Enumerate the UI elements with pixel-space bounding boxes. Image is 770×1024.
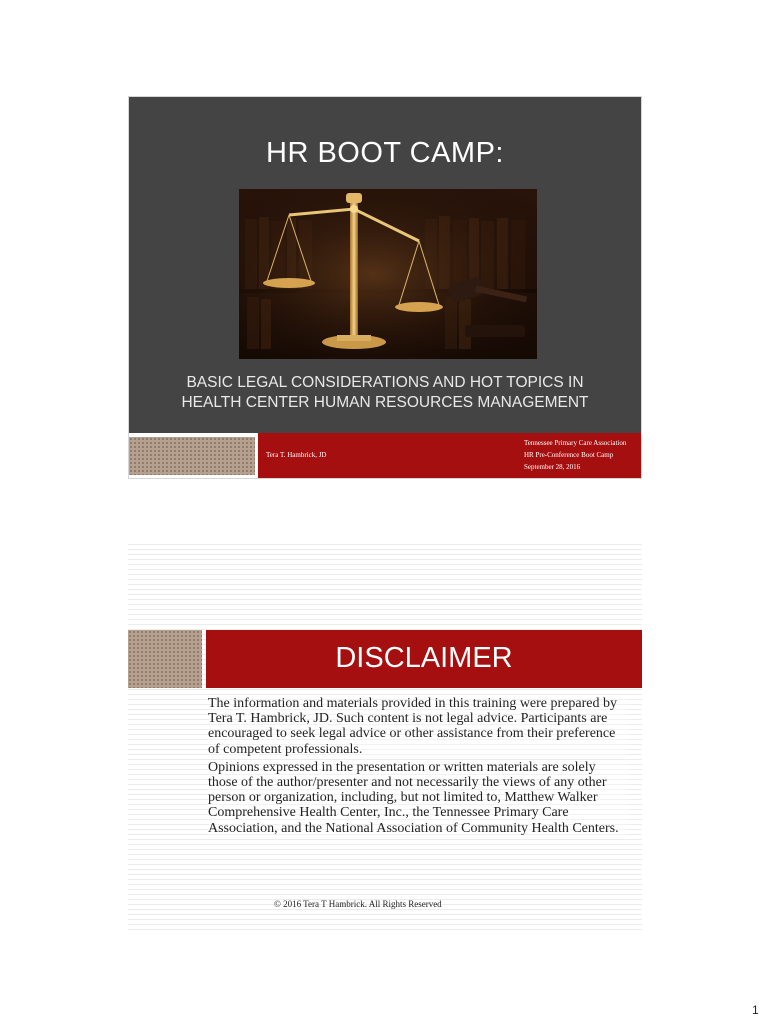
texture-block: [128, 630, 202, 688]
disclaimer-paragraph: Opinions expressed in the presentation or written materials are solely those of the author/presenter and not necessarily the views of any other person or organization, including, but not limited to, Matthew Walker Comprehensive Health Center, Inc., the Tennessee Primary Care Association, and the National Association of Community Health Centers.: [208, 760, 628, 836]
slide-subtitle: [149, 373, 621, 413]
disclaimer-title: DISCLAIMER: [335, 642, 513, 674]
texture-block: [129, 437, 255, 475]
disclaimer-slide: [128, 540, 642, 932]
scales-of-justice-image: [239, 189, 537, 359]
event-organization: Tennessee Primary Care Association: [524, 439, 627, 447]
title-slide: [128, 96, 642, 479]
copyright-notice: © 2016 Tera T Hambrick. All Rights Reserved: [274, 899, 442, 909]
event-info: [524, 437, 626, 473]
subtitle-line: HEALTH CENTER HUMAN RESOURCES MANAGEMENT: [181, 394, 589, 411]
subtitle-line: BASIC LEGAL CONSIDERATIONS AND HOT TOPICS IN: [186, 374, 584, 391]
disclaimer-paragraph: The information and materials provided in this training were prepared by Tera T. Hambrick, JD. Such content is not legal advice. Participants are encouraged to seek legal advice or other assistance from their preference of competent professionals.: [208, 696, 628, 757]
scales-of-justice-icon: [239, 189, 537, 359]
presenter-name: Tera T. Hambrick, JD: [266, 451, 327, 459]
title-slide-dark-panel: [129, 97, 641, 433]
disclaimer-body: [208, 696, 628, 839]
event-date: September 28, 2016: [524, 463, 581, 471]
page-number: 1: [752, 1003, 759, 1017]
disclaimer-title-band: [206, 630, 642, 688]
info-band: [258, 433, 641, 478]
event-name: HR Pre-Conference Boot Camp: [524, 451, 614, 459]
slide-title: HR BOOT CAMP:: [266, 137, 504, 169]
